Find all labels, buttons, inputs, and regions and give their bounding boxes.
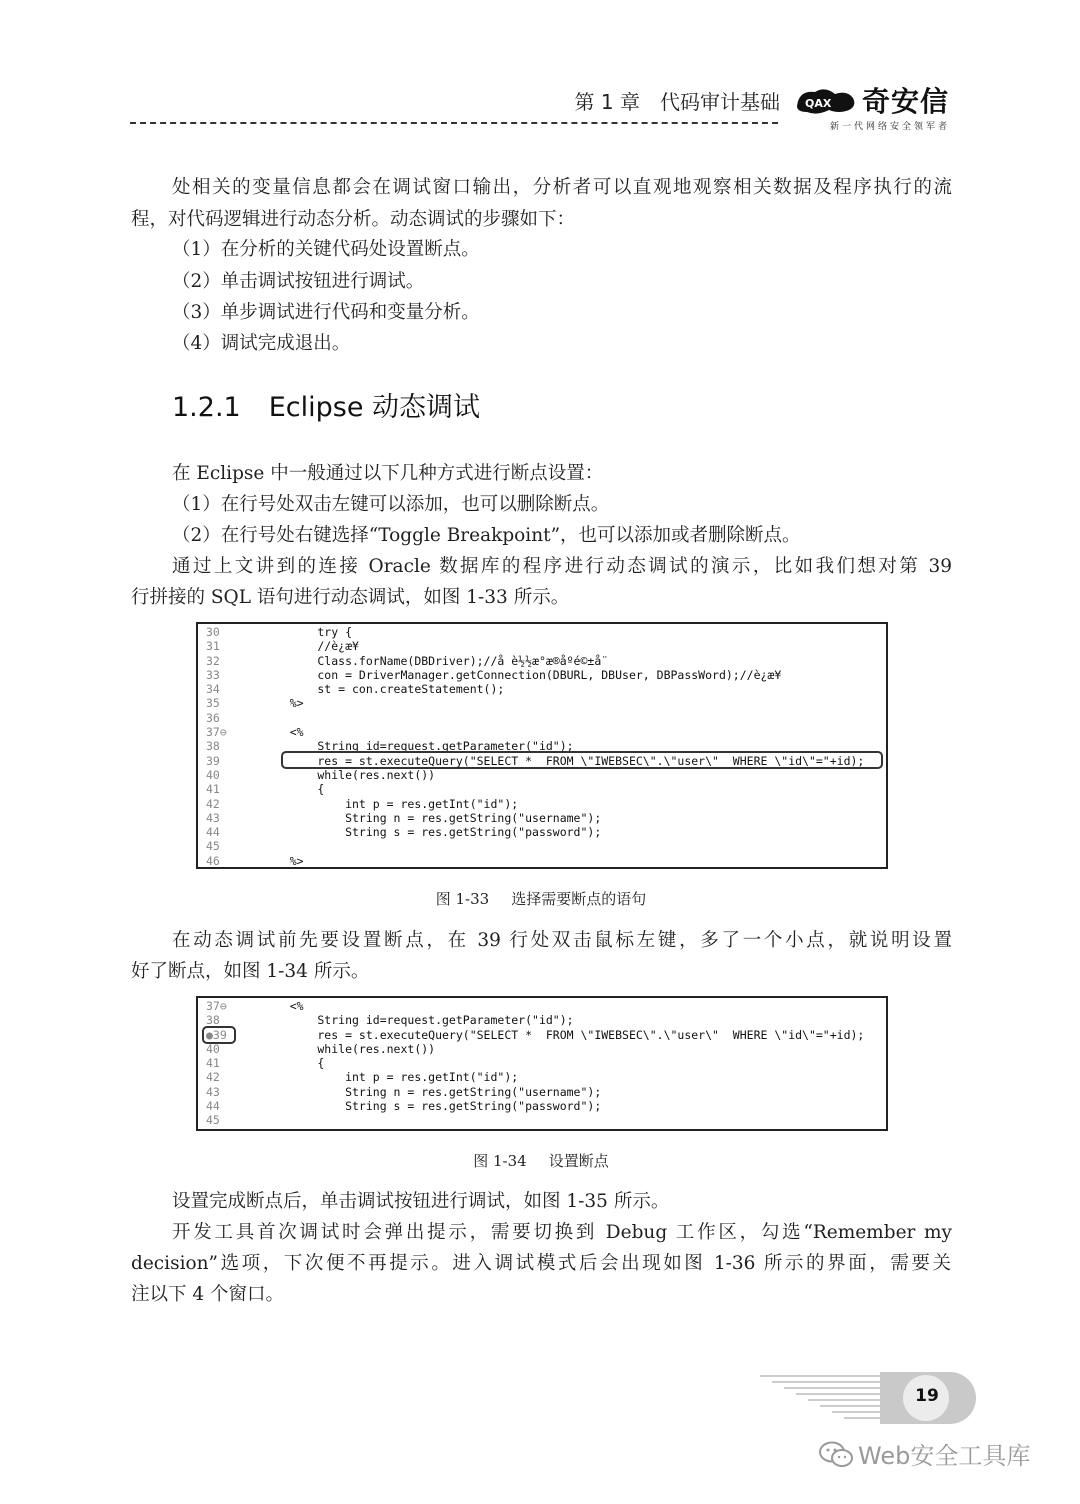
code-text: int p = res.getInt("id");: [262, 1070, 519, 1085]
code-text: String n = res.getString("username");: [262, 810, 602, 825]
line-number: 35: [206, 696, 220, 711]
code-text: String id=request.getParameter("id");: [262, 739, 574, 754]
demo-line-1: 通过上文讲到的连接 Oracle 数据库的程序进行动态调试的演示，比如我们想对第 39: [172, 556, 952, 577]
figure-1-33-code: [196, 622, 888, 869]
code-line: [198, 668, 886, 682]
line-number: 43: [206, 810, 220, 825]
code-line: [198, 654, 886, 668]
code-line: [198, 839, 886, 853]
code-text: Class.forName(DBDriver);//å è½½æ°æ®åºé©±å¨: [262, 653, 609, 668]
watermark-text: Web安全工具库: [858, 1442, 1031, 1470]
code-line: [198, 825, 886, 839]
closing-line-4: 注以下 4 个窗口。: [131, 1284, 285, 1305]
line-number: 38: [206, 1013, 220, 1028]
line-number: ●39: [206, 1027, 227, 1042]
caption-text: 设置断点: [548, 1152, 609, 1170]
code-text: %>: [262, 853, 304, 868]
code-line: [198, 1056, 886, 1070]
intro-line-2: 程，对代码逻辑进行动态分析。动态调试的步骤如下：: [131, 209, 576, 230]
figure-1-34-caption: [131, 1150, 951, 1171]
line-number: 31: [206, 639, 220, 654]
eclipse-intro: 在 Eclipse 中一般通过以下几种方式进行断点设置：: [172, 463, 604, 484]
line-number: 36: [206, 710, 220, 725]
line-number: 40: [206, 767, 220, 782]
line-number: 41: [206, 1056, 220, 1071]
line-number: 42: [206, 796, 220, 811]
line-number: 43: [206, 1084, 220, 1099]
qianxin-logo-icon: [795, 84, 859, 118]
code-text: res = st.executeQuery("SELECT * FROM \"IWEBSEC\".\"user\" WHERE \"id\"="+id);: [262, 753, 865, 768]
line-number: 42: [206, 1070, 220, 1085]
code-text: <%: [262, 725, 304, 740]
highlight-breakpoint-39: [202, 1026, 236, 1044]
page-number: 19: [915, 1386, 939, 1406]
code-line: [198, 682, 886, 696]
breakpoint-line-1: 在动态调试前先要设置断点，在 39 行处双击鼠标左键，多了一个小点，就说明设置: [172, 930, 952, 951]
section-number: 1.2.1: [172, 392, 241, 423]
code-line: [198, 696, 886, 710]
header-dashed-rule: [130, 122, 778, 124]
step-4: （4）调试完成退出。: [172, 333, 351, 354]
code-text: String s = res.getString("password");: [262, 825, 602, 840]
code-line: [198, 999, 886, 1013]
intro-line-1: 处相关的变量信息都会在调试窗口输出，分析者可以直观地观察相关数据及程序执行的流: [172, 177, 952, 198]
line-number: 37⊖: [206, 999, 227, 1013]
line-number: 45: [206, 1113, 220, 1128]
caption-number: 图 1-34: [473, 1152, 527, 1170]
code-line: [198, 711, 886, 725]
line-number: 33: [206, 667, 220, 682]
code-line: [198, 725, 886, 739]
page-number-tab: [760, 1368, 990, 1428]
code-text: {: [262, 782, 325, 797]
line-number: 46: [206, 853, 220, 868]
code-text: st = con.createStatement();: [262, 682, 505, 697]
figure-1-33-caption: [131, 888, 951, 909]
line-number: 39: [206, 753, 220, 768]
line-number: 38: [206, 739, 220, 754]
code-text: <%: [262, 999, 304, 1013]
line-number: 34: [206, 682, 220, 697]
eclipse-option-1: （1）在行号处双击左键可以添加，也可以删除断点。: [172, 494, 610, 515]
code-line: [198, 1113, 886, 1127]
code-text: while(res.next()): [262, 767, 436, 782]
code-text: {: [262, 1056, 325, 1071]
code-text: int p = res.getInt("id");: [262, 796, 519, 811]
line-number: 41: [206, 782, 220, 797]
step-2: （2）单击调试按钮进行调试。: [172, 271, 425, 292]
figure-1-34-code: [196, 996, 888, 1131]
demo-line-2: 行拼接的 SQL 语句进行动态调试，如图 1-33 所示。: [131, 587, 570, 608]
code-text: res = st.executeQuery("SELECT * FROM \"IWEBSEC\".\"user\" WHERE \"id\"="+id);: [262, 1027, 865, 1042]
code-line: [198, 797, 886, 811]
caption-number: 图 1-33: [435, 890, 490, 908]
line-number: 40: [206, 1041, 220, 1056]
code-line: [198, 782, 886, 796]
code-text: con = DriverManager.getConnection(DBURL, DBUser, DBPassWord);//è¿æ¥: [262, 667, 782, 682]
closing-line-3: decision”选项，下次便不再提示。进入调试模式后会出现如图 1-36 所示的界面，需要关: [131, 1253, 951, 1274]
line-number: 44: [206, 825, 220, 840]
code-line: [198, 1070, 886, 1084]
wechat-icon: [818, 1440, 854, 1468]
code-text: //è¿æ¥: [262, 639, 359, 654]
line-number: 30: [206, 625, 220, 639]
closing-line-1: 设置完成断点后，单击调试按钮进行调试，如图 1-35 所示。: [172, 1191, 670, 1212]
code-text: try {: [262, 625, 353, 639]
code-text: String id=request.getParameter("id");: [262, 1013, 574, 1028]
section-heading: [172, 385, 480, 424]
running-header-chapter: 第 1 章 代码审计基础: [574, 90, 780, 114]
code-line: [198, 854, 886, 868]
code-line: [198, 1085, 886, 1099]
code-line: [198, 1099, 886, 1113]
closing-line-2: 开发工具首次调试时会弹出提示，需要切换到 Debug 工作区，勾选“Remember my: [172, 1222, 952, 1243]
step-1: （1）在分析的关键代码处设置断点。: [172, 239, 480, 260]
code-text: String n = res.getString("username");: [262, 1084, 602, 1099]
code-text: %>: [262, 696, 304, 711]
logo-wordmark: 奇安信: [862, 85, 950, 118]
code-line: [198, 768, 886, 782]
section-title: Eclipse 动态调试: [268, 392, 481, 423]
code-line: [198, 625, 886, 639]
logo-tagline: 新一代网络安全领军者: [829, 122, 950, 132]
line-number: 44: [206, 1099, 220, 1114]
eclipse-option-2: （2）在行号处右键选择“Toggle Breakpoint”，也可以添加或者删除断点。: [172, 525, 801, 546]
logo-mark-text: QAX: [805, 97, 832, 110]
breakpoint-line-2: 好了断点，如图 1-34 所示。: [131, 961, 370, 982]
code-line: [198, 639, 886, 653]
code-line: [198, 1013, 886, 1027]
code-text: String s = res.getString("password");: [262, 1099, 602, 1114]
step-3: （3）单步调试进行代码和变量分析。: [172, 302, 480, 323]
code-text: while(res.next()): [262, 1041, 436, 1056]
code-line: [198, 1028, 886, 1042]
caption-text: 选择需要断点的语句: [511, 890, 647, 908]
highlight-line-39: [281, 751, 883, 769]
line-number: 32: [206, 653, 220, 668]
code-line: [198, 1042, 886, 1056]
line-number: 45: [206, 839, 220, 854]
line-number: 37⊖: [206, 725, 227, 740]
code-line: [198, 811, 886, 825]
